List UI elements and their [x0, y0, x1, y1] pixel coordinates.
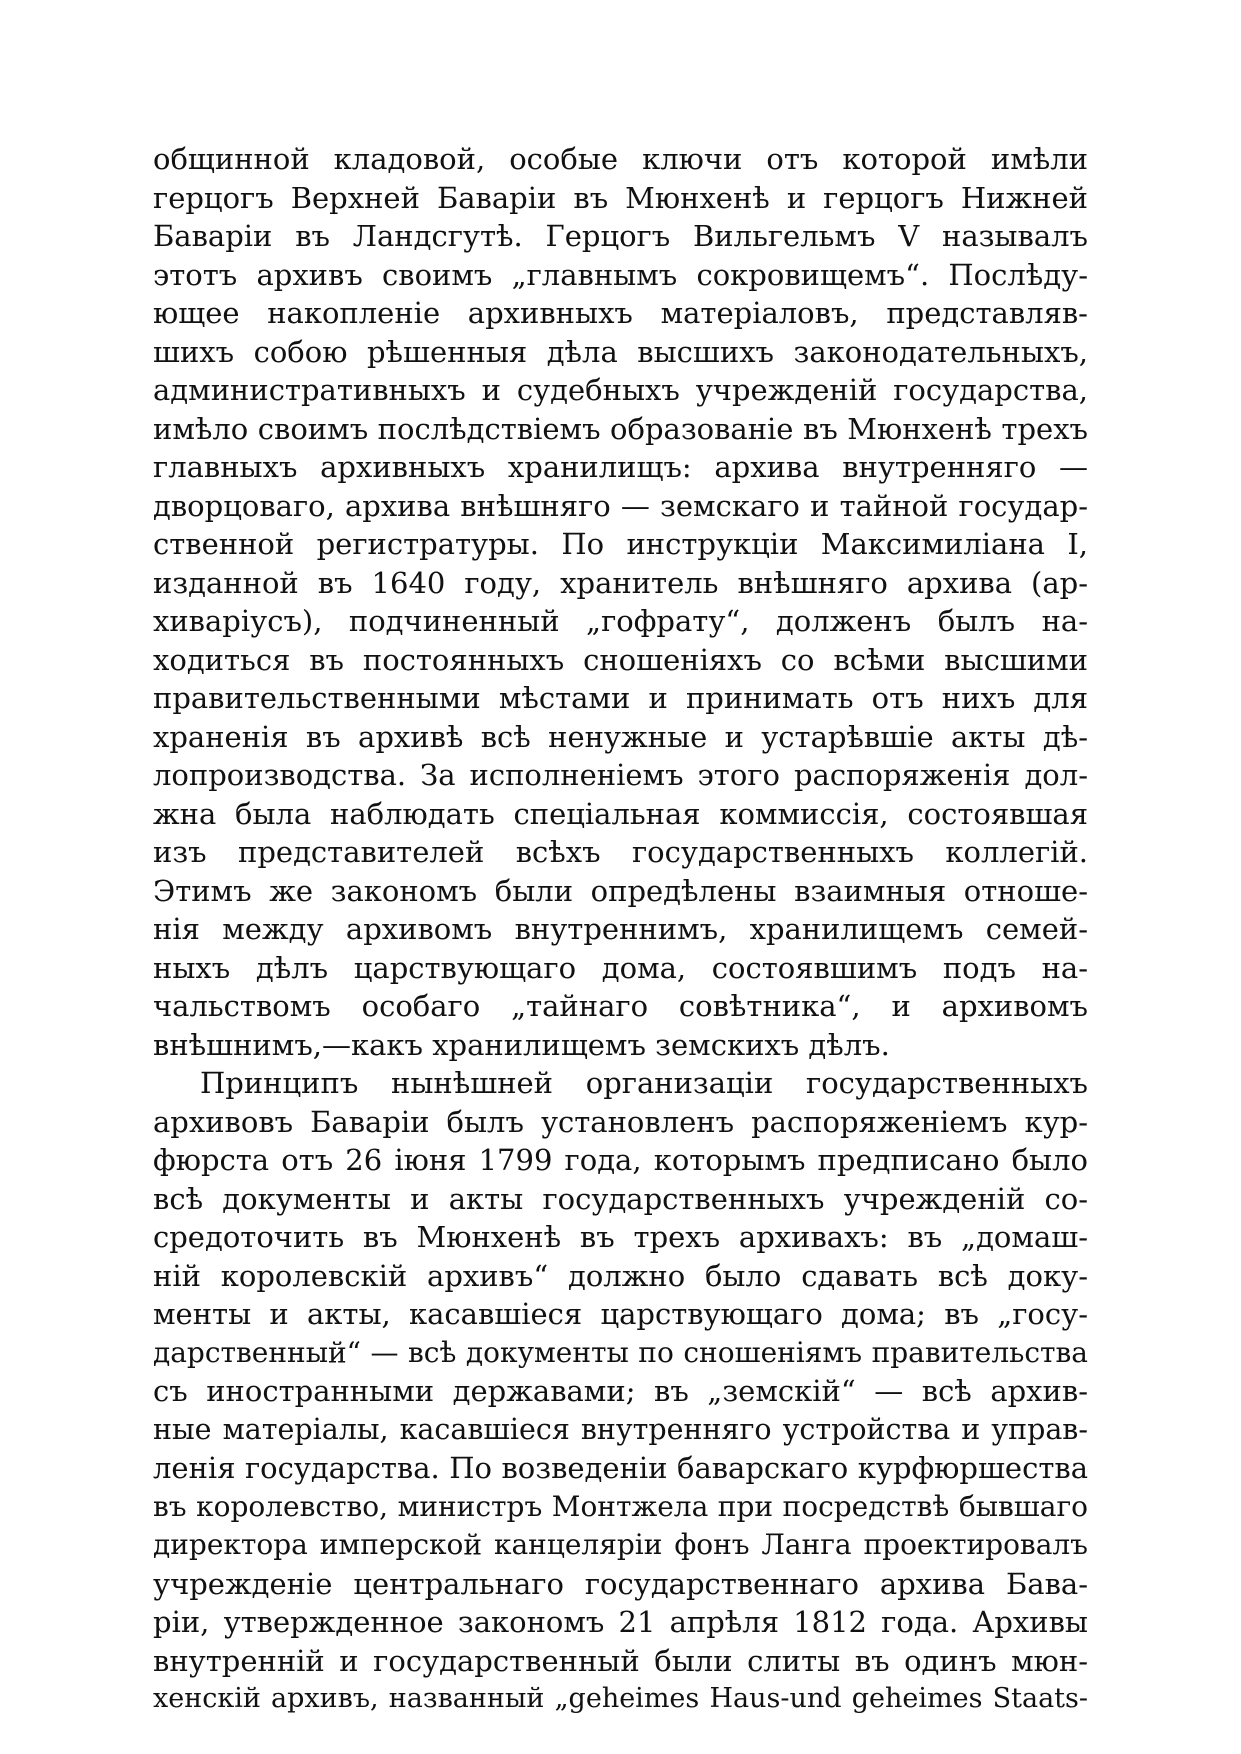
- text-line: административныхъ и судебныхъ учрежденій государства,: [153, 373, 1088, 407]
- page-text: [153, 140, 1088, 1719]
- paragraph-2: [153, 1064, 1088, 1719]
- text-line: въ королевство, министръ Монтжела при посредствѣ бывшаго: [153, 1489, 1088, 1523]
- text-line: ные матеріалы, касавшіеся внутренняго устройства и управ-: [153, 1412, 1088, 1446]
- text-line: архивовъ Баваріи былъ установленъ распоряженіемъ кур-: [153, 1104, 1088, 1139]
- text-line: учрежденіе центральнаго государственнаго архива Бава-: [153, 1566, 1088, 1601]
- text-line: ленія государства. По возведеніи баварскаго курфюршества: [153, 1451, 1088, 1485]
- text-line: лопроизводства. За исполненіемъ этого распоряженія дол-: [153, 758, 1088, 792]
- text-line: менты и акты, касавшіеся царствующаго дома; въ „госу-: [153, 1297, 1088, 1331]
- text-line: ній королевскій архивъ“ должно было сдавать всѣ доку-: [153, 1258, 1088, 1293]
- text-line: изъ представителей всѣхъ государственныхъ коллегій.: [153, 835, 1088, 869]
- text-line: съ иностранными державами; въ „земскій“ — всѣ архив-: [153, 1374, 1088, 1408]
- text-line: хиваріусъ), подчиненный „гофрату“, долженъ былъ на-: [153, 604, 1088, 638]
- text-line: дворцоваго, архива внѣшняго — земскаго и тайной государ-: [153, 488, 1088, 523]
- text-line: нія между архивомъ внутреннимъ, хранилищемъ семей-: [153, 912, 1088, 946]
- text-line: дарственный“ — всѣ документы по сношеніямъ правительства: [153, 1335, 1088, 1369]
- text-line: ныхъ дѣлъ царствующаго дома, состоявшимъ подъ на-: [153, 950, 1088, 985]
- text-line: ходиться въ постоянныхъ сношеніяхъ со всѣми высшими: [153, 642, 1088, 677]
- text-line: ріи, утвержденное закономъ 21 апрѣля 1812 года. Архивы: [153, 1605, 1088, 1639]
- text-line: внѣшнимъ,—какъ хранилищемъ земскихъ дѣлъ.: [153, 1027, 890, 1062]
- text-line: храненія въ архивѣ всѣ ненужные и устарѣвшіе акты дѣ-: [153, 719, 1088, 754]
- text-line: фюрста отъ 26 іюня 1799 года, которымъ предписано было: [153, 1143, 1088, 1177]
- paragraph-1: [153, 140, 1088, 1064]
- text-line: общинной кладовой, особые ключи отъ которой имѣли: [153, 142, 1088, 176]
- text-line: Принципъ нынѣшней организаціи государственныхъ: [200, 1066, 1088, 1100]
- text-line: чальствомъ особаго „тайнаго совѣтника“, и архивомъ: [153, 989, 1088, 1023]
- text-line: ющее накопленіе архивныхъ матеріаловъ, представляв-: [153, 296, 1088, 330]
- text-line: директора имперской канцеляріи фонъ Ланга проектировалъ: [153, 1528, 1088, 1561]
- text-line: изданной въ 1640 году, хранитель внѣшняго архива (ар-: [153, 565, 1088, 600]
- text-line: внутренній и государственный были слиты въ одинъ мюн-: [153, 1643, 1088, 1678]
- text-line: Этимъ же закономъ были опредѣлены взаимныя отноше-: [153, 873, 1088, 908]
- text-line: хенскій архивъ, названный „geheimes Haus-und geheimes Staats-: [153, 1683, 1088, 1714]
- text-line: ственной регистратуры. По инструкціи Максимиліана I,: [153, 527, 1088, 561]
- text-line: жна была наблюдать спеціальная коммиссія, состоявшая: [153, 796, 1088, 831]
- text-line: герцогъ Верхней Баваріи въ Мюнхенѣ и герцогъ Нижней: [153, 180, 1088, 215]
- text-line: главныхъ архивныхъ хранилищъ: архива внутренняго —: [153, 450, 1088, 484]
- text-line: имѣло своимъ послѣдствіемъ образованіе въ Мюнхенѣ трехъ: [153, 411, 1088, 446]
- text-line: средоточить въ Мюнхенѣ въ трехъ архивахъ: въ „домаш-: [153, 1220, 1088, 1254]
- text-line: Баваріи въ Ландсгутѣ. Герцогъ Вильгельмъ V называлъ: [153, 219, 1088, 253]
- text-line: этотъ архивъ своимъ „главнымъ сокровищемъ“. Послѣду-: [153, 257, 1088, 292]
- text-line: правительственными мѣстами и принимать отъ нихъ для: [153, 681, 1088, 715]
- text-line: всѣ документы и акты государственныхъ учрежденій со-: [153, 1181, 1088, 1216]
- text-line: шихъ собою рѣшенныя дѣла высшихъ законодательныхъ,: [153, 334, 1088, 369]
